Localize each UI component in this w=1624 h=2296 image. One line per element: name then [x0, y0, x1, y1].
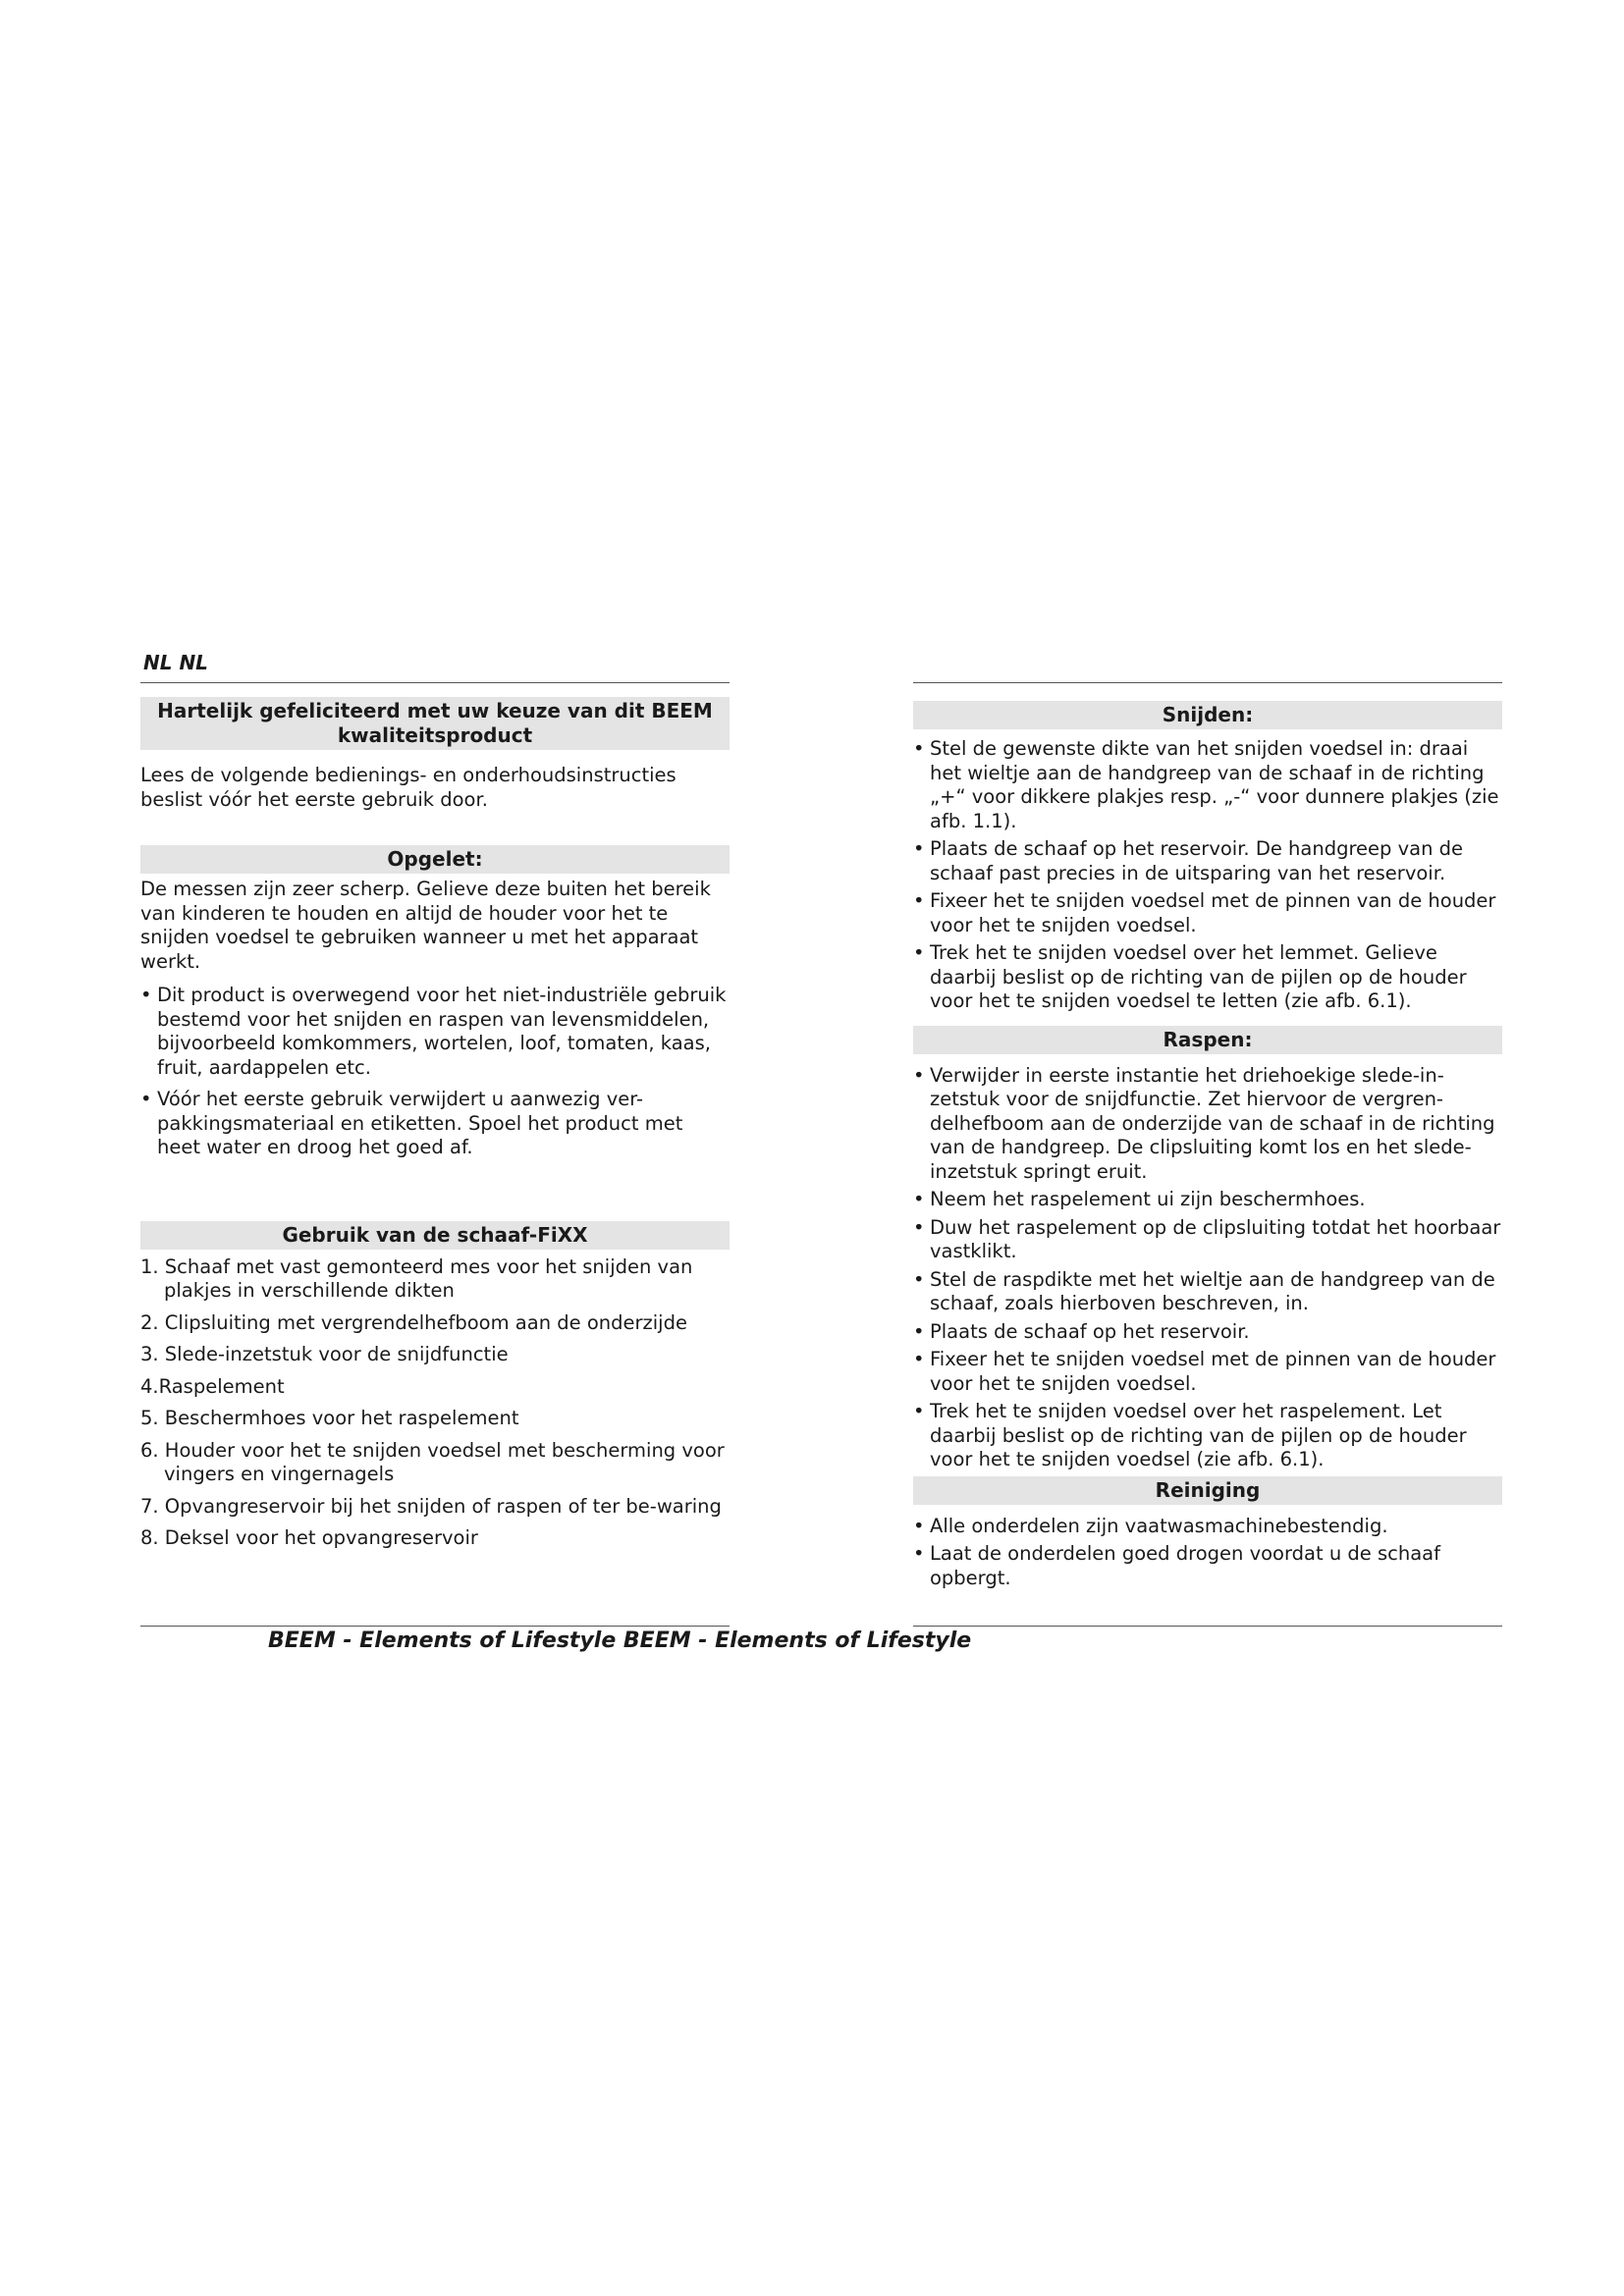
list-item: • Vóór het eerste gebruik verwijdert u aanwezig ver-pakkingsmateriaal en etiketten. Spoel het product met heet water en droog het goed af. [140, 1088, 730, 1160]
list-item: • Plaats de schaaf op het reservoir. De handgreep van de schaaf past precies in de uitsparing van het reservoir. [913, 837, 1502, 885]
cleaning-title: Reiniging [913, 1476, 1502, 1505]
list-item: • Alle onderdelen zijn vaatwasmachinebestendig. [913, 1515, 1502, 1539]
list-item: 3. Slede-inzetstuk voor de snijdfunctie [140, 1343, 509, 1365]
cutting-list [913, 737, 1502, 1014]
list-item: • Dit product is overwegend voor het niet-industriële gebruik bestemd voor het snijden en raspen van levensmiddelen, bijvoorbeeld komkommers, wortelen, loof, tomaten, kaas, fruit, aardappelen etc. [140, 984, 730, 1080]
cleaning-list [913, 1515, 1502, 1591]
footer-text: BEEM - Elements of Lifestyle BEEM - Elements of Lifestyle [268, 1629, 972, 1653]
warning-list [140, 984, 730, 1160]
grating-list [913, 1064, 1502, 1472]
list-item: • Stel de gewenste dikte van het snijden voedsel in: draai het wieltje aan de handgreep van de schaaf in de richting „+“ voor dikkere plakjes resp. „-“ voor dunnere plakjes (zie afb. 1.1). [913, 737, 1502, 833]
list-item: • Neem het raspelement ui zijn beschermhoes. [913, 1188, 1502, 1212]
list-item: 8. Deksel voor het opvangreservoir [140, 1526, 478, 1549]
list-item: 5. Beschermhoes voor het raspelement [140, 1407, 519, 1429]
intro-text: Lees de volgende bedienings- en onderhoudsinstructies beslist vóór het eerste gebruik door. [140, 764, 677, 811]
top-rule [913, 648, 1502, 683]
list-item: • Fixeer het te snijden voedsel met de pinnen van de houder voor het te snijden voedsel. [913, 889, 1502, 937]
cutting-title: Snijden: [913, 701, 1502, 729]
list-item: • Stel de raspdikte met het wieltje aan de handgreep van de schaaf, zoals hierboven beschreven, in. [913, 1268, 1502, 1316]
list-item: • Fixeer het te snijden voedsel met de pinnen van de houder voor het te snijden voedsel. [913, 1348, 1502, 1396]
usage-title: Gebruik van de schaaf-FiXX [140, 1221, 730, 1250]
language-header: NL NL [140, 648, 730, 683]
warning-title: Opgelet: [140, 845, 730, 874]
list-item: • Trek het te snijden voedsel over het lemmet. Gelieve daarbij beslist op de richting van de pijlen op de houder voor het te snijden voedsel te letten (zie afb. 6.1). [913, 941, 1502, 1014]
right-column [913, 648, 1502, 1594]
intro-title: Hartelijk gefeliciteerd met uw keuze van dit BEEM kwaliteitsproduct [140, 697, 730, 750]
list-item: 4.Raspelement [140, 1374, 285, 1398]
list-item: • Trek het te snijden voedsel over het raspelement. Let daarbij beslist op de richting van de pijlen op de houder voor het te snijden voedsel (zie afb. 6.1). [913, 1400, 1502, 1472]
list-item: • Verwijder in eerste instantie het driehoekige slede-in-zetstuk voor de snijdfunctie. Zet hiervoor de vergren-delhefboom aan de onderzijde van de schaaf in de richting van de handgreep. De clipsluiting komt los en het slede-inzetstuk springt eruit. [913, 1064, 1502, 1185]
list-item: 1. Schaaf met vast gemonteerd mes voor het snijden van plakjes in verschillende dikten [140, 1255, 693, 1302]
footer-rule-right [913, 1626, 1502, 1627]
warning-text: De messen zijn zeer scherp. Gelieve deze buiten het bereik van kinderen te houden en altijd de houder voor het te snijden voedsel te gebruiken wanneer u met het apparaat werkt. [140, 878, 711, 973]
list-item: • Duw het raspelement op de clipsluiting totdat het hoorbaar vastklikt. [913, 1216, 1502, 1264]
list-item: 6. Houder voor het te snijden voedsel met bescherming voor vingers en vingernagels [140, 1438, 725, 1485]
left-column [140, 648, 730, 1559]
list-item: 7. Opvangreservoir bij het snijden of raspen of ter be-waring [140, 1494, 722, 1518]
list-item: 2. Clipsluiting met vergrendelhefboom aan de onderzijde [140, 1310, 687, 1334]
grating-title: Raspen: [913, 1026, 1502, 1054]
list-item: • Laat de onderdelen goed drogen voordat u de schaaf opbergt. [913, 1542, 1502, 1590]
parts-list [140, 1255, 730, 1551]
list-item: • Plaats de schaaf op het reservoir. [913, 1320, 1502, 1345]
